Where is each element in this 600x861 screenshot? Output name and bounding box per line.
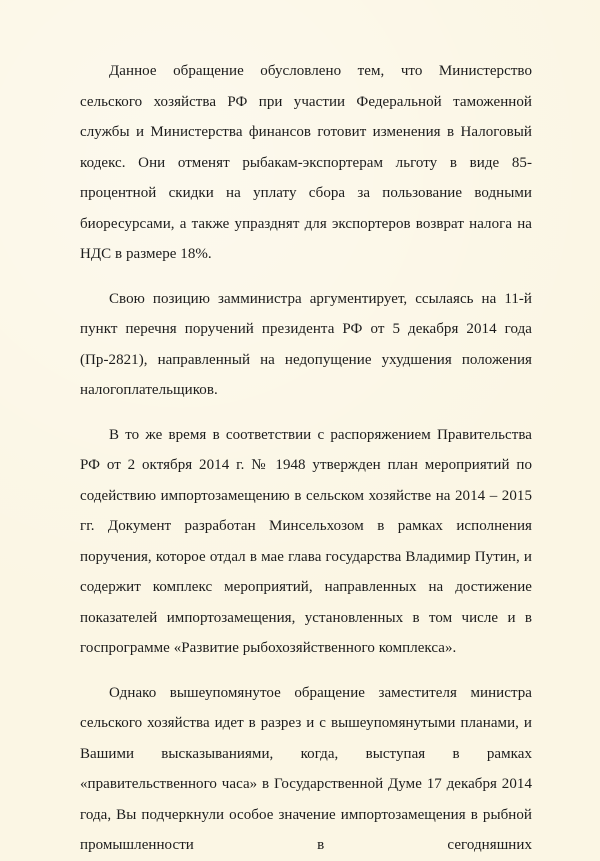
paragraph-contradiction: Однако вышеупомянутое обращение заместителя министра сельского хозяйства идет в разрез и с вышеупомянутыми планами, и Вашими высказываниями, когда, выступая в рамках «правительственного часа» в Государственной Думе 17 декабря 2014 года, Вы подчеркнули особое значение импортозамещения в рыбной промышленности в сегодняшних xyxy=(80,684,532,853)
paragraph-deputy-position: Свою позицию замминистра аргументирует, ссылаясь на 11-й пункт перечня поручений президента РФ от 5 декабря 2014 года (Пр-2821), направленный на недопущение ухудшения положения налогоплательщиков. xyxy=(80,290,532,398)
paragraph-export-benefits: Данное обращение обусловлено тем, что Министерство сельского хозяйства РФ при участии Федеральной таможенной службы и Министерства финансов готовит изменения в Налоговый кодекс. Они отменят рыбакам-экспортерам льготу в виде 85-процентной скидки на уплату сбора за пользование водными биоресурсами, а также упразднят для экспортеров возврат налога на НДС в размере 18%. xyxy=(80,63,532,262)
paragraph-import-substitution-plan: В то же время в соответствии с распоряжением Правительства РФ от 2 октября 2014 г. № 1948 утвержден план мероприятий по содействию импортозамещению в сельском хозяйстве на 2014 – 2015 гг. Документ разработан Минсельхозом в рамках исполнения поручения, которое отдал в мае глава государства Владимир Путин, и содержит комплекс мероприятий, направленных на достижение показателей импортозамещения, установленных в том числе и в госпрограмме «Развитие рыбохозяйственного комплекса». xyxy=(80,426,532,656)
